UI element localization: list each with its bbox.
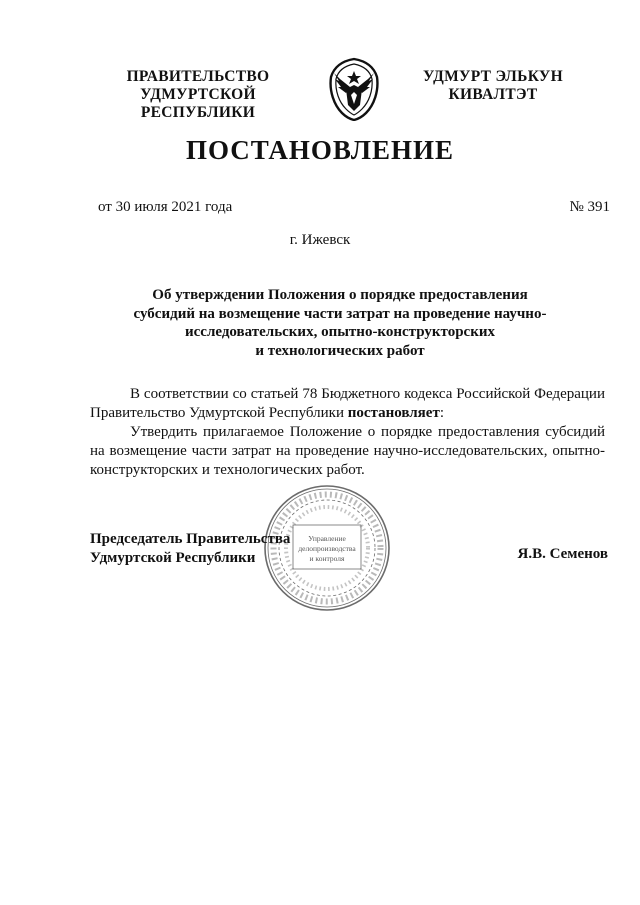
document-date: от 30 июля 2021 года <box>98 199 233 215</box>
signatory-title <box>90 530 290 568</box>
stamp-inner-line-3: и контроля <box>309 554 345 563</box>
body-paragraph-2: Утвердить прилагаемое Положение о порядке предоставления субсидий на возмещение части затрат на проведение научно-исследовательских, опытно-конструкторских и технологических работ. <box>90 424 605 478</box>
subject-line-2: субсидий на возмещение части затрат на проведение научно- <box>133 305 547 322</box>
header-right-title <box>408 68 578 104</box>
stamp-inner-line-1: Управление <box>308 534 346 543</box>
subject-line-4: и технологических работ <box>255 342 425 359</box>
body-paragraph-1-text: В соответствии со статьей 78 Бюджетного кодекса Российской Федерации Правительство Удмуртской Республики <box>90 386 605 421</box>
header-left-line-2: УДМУРТСКОЙ РЕСПУБЛИКИ <box>140 86 256 121</box>
header-left-title <box>82 68 314 122</box>
document-city: г. Ижевск <box>289 232 351 248</box>
udmurt-emblem-icon <box>326 57 382 121</box>
signatory-title-line-1: Председатель Правительства <box>90 531 291 547</box>
document-type: ПОСТАНОВЛЕНИЕ <box>185 135 455 165</box>
header-left-line-1: ПРАВИТЕЛЬСТВО <box>126 68 270 85</box>
document-body <box>90 385 605 480</box>
body-paragraph-1-end: : <box>439 405 444 421</box>
document-subject <box>120 286 560 360</box>
header-right-line-2: КИВАЛТЭТ <box>448 86 538 103</box>
subject-line-3: исследовательских, опытно-конструкторских <box>185 324 495 340</box>
body-keyword-resolves: постановляет <box>347 405 440 421</box>
signatory-name: Я.В. Семенов <box>517 546 608 562</box>
subject-line-1: Об утверждении Положения о порядке предоставления <box>152 287 528 303</box>
stamp-inner-line-2: делопроизводства <box>298 544 356 553</box>
document-number: № 391 <box>569 199 610 215</box>
signatory-title-line-2: Удмуртской Республики <box>90 550 256 566</box>
body-paragraph-1 <box>90 385 605 423</box>
header-right-line-1: УДМУРТ ЭЛЬКУН <box>423 68 563 85</box>
